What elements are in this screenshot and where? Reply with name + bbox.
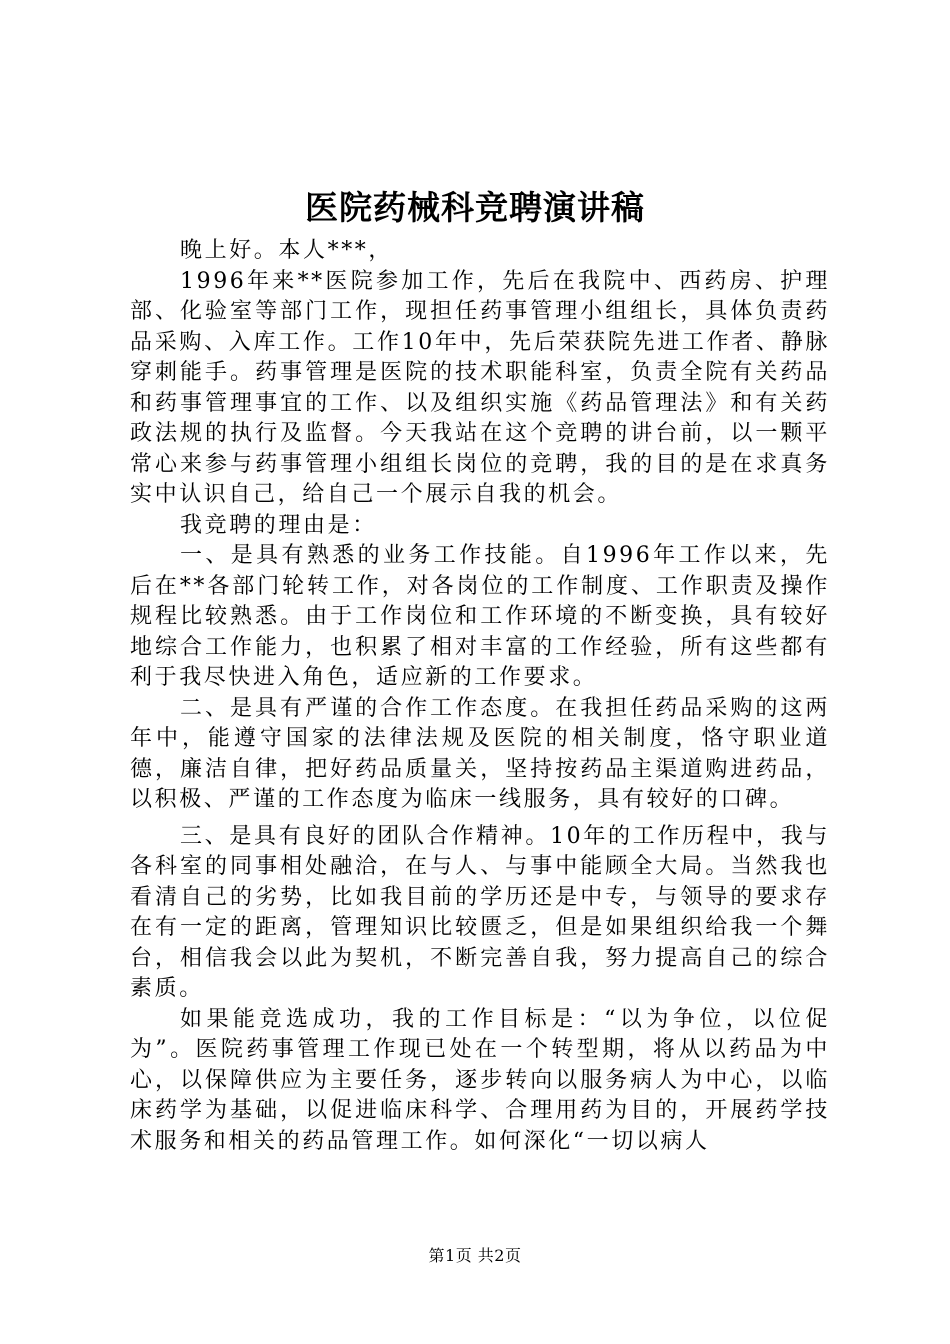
paragraph-introduction: 1996年来**医院参加工作，先后在我院中、西药房、护理部、化验室等部门工作，现担任药事管理小组组长，具体负责药品采购、入库工作。工作10年中，先后荣获院先进工作者、静脉穿刺能手。药事管理是医院的技术职能科室，负责全院有关药品和药事管理事宜的工作、以及组织实施《药品管理法》和有关药政法规的执行及监督。今天我站在这个竞聘的讲台前，以一颗平常心来参与药事管理小组组长岗位的竞聘，我的目的是在求真务实中认识自己，给自己一个展示自我的机会。: [130, 268, 830, 507]
paragraph-reason-three: 三、是具有良好的团队合作精神。10年的工作历程中，我与各科室的同事相处融洽，在与人、与事中能顾全大局。当然我也看清自己的劣势，比如我目前的学历还是中专，与领导的要求存在有一定的距离，管理知识比较匮乏，但是如果组织给我一个舞台，相信我会以此为契机，不断完善自我，努力提高自己的综合素质。: [130, 823, 830, 1001]
paragraph-greeting: 晚上好。本人***，: [180, 238, 394, 263]
document-body: [130, 236, 830, 1157]
page-number-footer: 第1页 共2页: [428, 1246, 522, 1265]
paragraph-reason-one: 一、是具有熟悉的业务工作技能。自1996年工作以来，先后在**各部门轮转工作，对各岗位的工作制度、工作职责及操作规程比较熟悉。由于工作岗位和工作环境的不断变换，具有较好地综合工作能力，也积累了相对丰富的工作经验，所有这些都有利于我尽快进入角色，适应新的工作要求。: [130, 543, 830, 690]
paragraph-work-goals: 如果能竞选成功，我的工作目标是：“以为争位，以位促为”。医院药事管理工作现已处在一个转型期，将从以药品为中心，以保障供应为主要任务，逐步转向以服务病人为中心，以临床药学为基础，以促进临床科学、合理用药为目的，开展药学技术服务和相关的药品管理工作。如何深化“一切以病人: [130, 1006, 830, 1154]
paragraph-reason-two: 二、是具有严谨的合作工作态度。在我担任药品采购的这两年中，能遵守国家的法律法规及医院的相关制度，恪守职业道德，廉洁自律，把好药品质量关，坚持按药品主渠道购进药品，以积极、严谨的工作态度为临床一线服务，具有较好的口碑。: [130, 695, 830, 812]
paragraph-reasons-heading: 我竞聘的理由是：: [180, 512, 377, 538]
document-title: 医院药械科竞聘演讲稿: [305, 188, 645, 227]
